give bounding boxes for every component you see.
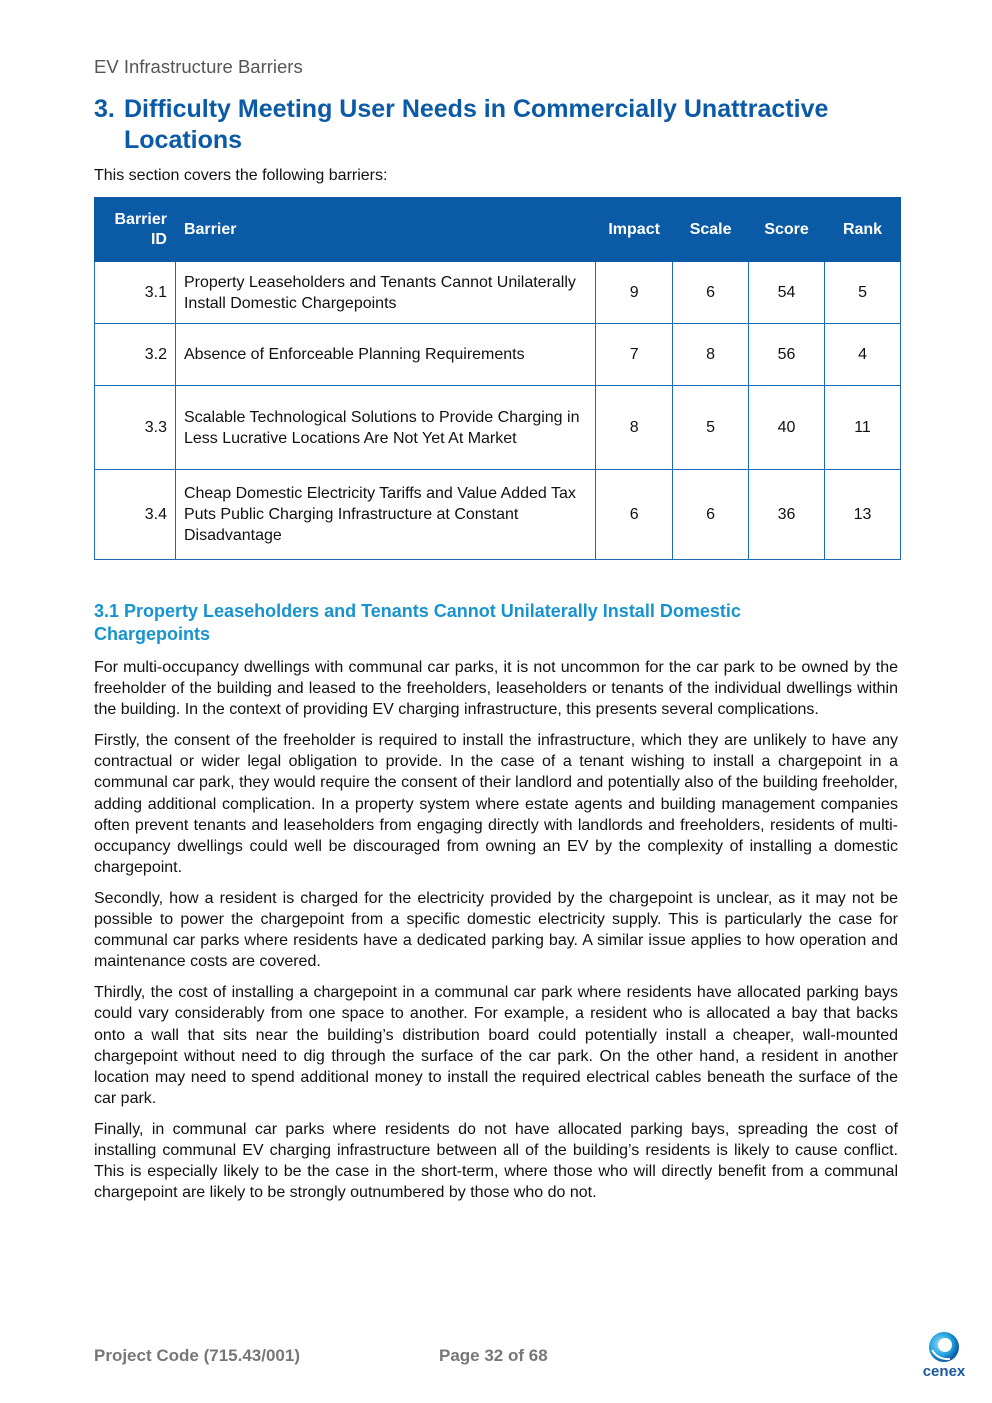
barriers-table xyxy=(94,197,901,560)
table-row xyxy=(95,324,901,386)
section-title xyxy=(94,94,894,156)
row-impact: 6 xyxy=(596,470,673,560)
row-barrier: Property Leaseholders and Tenants Cannot Unilaterally Install Domestic Chargepoints xyxy=(175,262,595,324)
row-scale: 5 xyxy=(673,386,749,470)
header-score: Score xyxy=(749,198,825,262)
row-barrier: Scalable Technological Solutions to Provide Charging in Less Lucrative Locations Are Not Yet At Market xyxy=(175,386,595,470)
paragraph: Firstly, the consent of the freeholder is required to install the infrastructure, which they are unlikely to have any contractual or wider legal obligation to provide. In the case of a tenant wishing to install a chargepoint in a communal car park, they would require the consent of their landlord and potentially also of the building freeholder, adding additional complication. In a property system where estate agents and building management companies often prevent tenants and leaseholders from engaging directly with landlords and freeholders, residents of multi-occupancy dwellings could well be discouraged from owning an EV by the complexity of installing a domestic chargepoint. xyxy=(94,732,898,876)
row-id: 3.2 xyxy=(95,324,176,386)
row-score: 54 xyxy=(749,262,825,324)
header-impact: Impact xyxy=(596,198,673,262)
row-impact: 9 xyxy=(596,262,673,324)
subsection-body xyxy=(94,657,898,1213)
row-rank: 4 xyxy=(825,324,901,386)
header-barrier-id xyxy=(95,198,176,262)
section-number: 3. xyxy=(94,95,115,123)
row-scale: 6 xyxy=(673,470,749,560)
section-intro: This section covers the following barriers: xyxy=(94,167,388,184)
subsection-title: 3.1 Property Leaseholders and Tenants Cannot Unilaterally Install Domestic Chargepoints xyxy=(94,601,741,644)
row-scale: 6 xyxy=(673,262,749,324)
row-id: 3.1 xyxy=(95,262,176,324)
header-id-line2: ID xyxy=(150,230,167,248)
table-header-row xyxy=(95,198,901,262)
table-row xyxy=(95,386,901,470)
row-impact: 8 xyxy=(596,386,673,470)
row-rank: 5 xyxy=(825,262,901,324)
footer-page-number: Page 32 of 68 xyxy=(439,1346,548,1365)
paragraph: Secondly, how a resident is charged for the electricity provided by the chargepoint is unclear, as it may not be possible to power the chargepoint from a specific domestic electricity supply. This is particularly the case for communal car parks where residents have a dedicated parking bay. A similar issue applies to how operation and maintenance costs are covered. xyxy=(94,889,898,971)
row-rank: 13 xyxy=(825,470,901,560)
row-id: 3.4 xyxy=(95,470,176,560)
footer-project-code: Project Code (715.43/001) xyxy=(94,1346,300,1365)
section-title-line1: Difficulty Meeting User Needs in Commercially Unattractive xyxy=(124,95,829,123)
paragraph: Finally, in communal car parks where residents do not have allocated parking bays, spreading the cost of installing communal EV charging infrastructure between all of the building’s residents is likely to cause conflict. This is especially likely to be the case in the short-term, where those who will directly benefit from a communal chargepoint are likely to be strongly outnumbered by those who do not. xyxy=(94,1120,898,1202)
row-impact: 7 xyxy=(596,324,673,386)
table-row xyxy=(95,470,901,560)
section-title-line2: Locations xyxy=(124,126,243,154)
row-barrier: Absence of Enforceable Planning Requirements xyxy=(175,324,595,386)
header-id-line1: Barrier xyxy=(114,210,167,228)
row-score: 40 xyxy=(749,386,825,470)
running-header: EV Infrastructure Barriers xyxy=(94,56,303,77)
row-barrier: Cheap Domestic Electricity Tariffs and Value Added Tax Puts Public Charging Infrastructure at Constant Disadvantage xyxy=(175,470,595,560)
row-score: 36 xyxy=(749,470,825,560)
paragraph: For multi-occupancy dwellings with communal car parks, it is not uncommon for the car park to be owned by the freeholder of the building and leased to the freeholders, leaseholders or tenants of the individual dwellings within the building. In the context of providing EV charging infrastructure, this presents several complications. xyxy=(94,659,898,719)
cenex-logo-text: cenex xyxy=(922,1363,966,1380)
header-rank: Rank xyxy=(825,198,901,262)
cenex-swirl-icon xyxy=(914,1330,974,1364)
header-barrier: Barrier xyxy=(175,198,595,262)
header-scale: Scale xyxy=(673,198,749,262)
row-rank: 11 xyxy=(825,386,901,470)
cenex-logo xyxy=(914,1330,974,1380)
row-score: 56 xyxy=(749,324,825,386)
table-row xyxy=(95,262,901,324)
row-scale: 8 xyxy=(673,324,749,386)
paragraph: Thirdly, the cost of installing a chargepoint in a communal car park where residents have allocated parking bays could vary considerably from one space to another. For example, a resident who is allocated a bay that backs onto a wall that sits near the building’s distribution board could potentially install a cheaper, wall-mounted chargepoint without need to dig through the surface of the car park. On the other hand, a resident in another location may need to spend additional money to install the required electrical cables beneath the surface of the car park. xyxy=(94,984,898,1107)
row-id: 3.3 xyxy=(95,386,176,470)
